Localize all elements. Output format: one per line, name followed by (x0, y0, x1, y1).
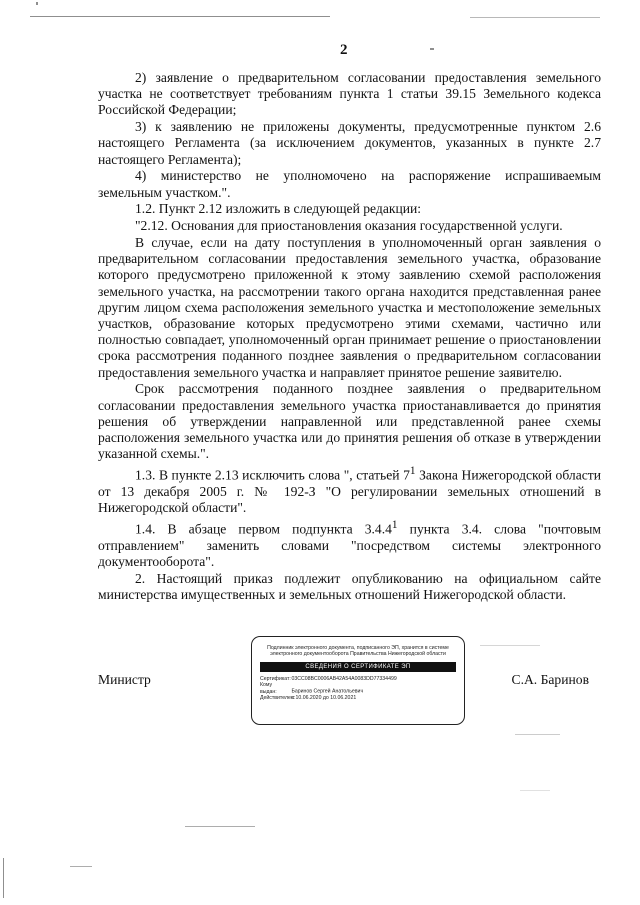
scan-noise-line (70, 866, 92, 867)
stamp-certificate-bar: СВЕДЕНИЯ О СЕРТИФИКАТЕ ЭП (260, 662, 456, 672)
signatory-name: С.А. Баринов (511, 672, 589, 687)
paragraph-item-3: 3) к заявлению не приложены документы, предусмотренные пунктом 2.6 настоящего Регламента (за исключением документов, указанных в пункте 2.7 настоящего Регламента); (98, 119, 601, 167)
paragraph-suspension-term: Срок рассмотрения поданного позднее заявления о предварительном согласовании предоставления земельного участка приостанавливается до принятия решения об утверждении направленной или представленной ранее схемы расположения земельного участка или до принятия решения об отказе в утверждении указанной схемы.". (98, 381, 601, 462)
paragraph-item-4: 4) министерство не уполномочено на распоряжение испрашиваемым земельным участком.". (98, 168, 601, 200)
stamp-header: Подлинник электронного документа, подписанного ЭП, хранится в системе электронного документооборота Правительства Нижегородской области (267, 645, 449, 658)
scan-noise-mark (36, 2, 38, 5)
paragraph-1-3: 1.3. В пункте 2.13 исключить слова ", статьей $7^1$ Закона Нижегородской области от 13 декабря 2005 г. № 192-З "О регулировании земельных отношений в Нижегородской области". (98, 465, 602, 515)
paragraph-2-publication: 2. Настоящий приказ подлежит опубликованию на официальном сайте министерства имущественных и земельных отношений Нижегородской области. (98, 570, 601, 602)
bleed-through-mark (515, 734, 560, 735)
e-signature-stamp (251, 636, 465, 725)
paragraph-item-2: 2) заявление о предварительном согласовании предоставления земельного участка не соответствует требованиям пункта 1 статьи 39.15 Земельного кодекса Российской Федерации; (98, 70, 601, 118)
page-number: 2 (340, 42, 348, 58)
document-body (98, 70, 601, 603)
stamp-row-issued-to: Кому выдан: Баринов Сергей Анатольевич (260, 682, 364, 695)
scan-noise-mark (430, 48, 434, 50)
paragraph-suspension-case: В случае, если на дату поступления в уполномоченный орган заявления о предварительном согласовании предоставления земельного участка, образование которого предусмотрено приложенной к этому заявлению схемой расположения земельного участка, на рассмотрении такого органа находится представленная ранее другим лицом схема расположения земельного участка и местоположение земельных участков, образование которых предусмотрено этими схемами, частично или полностью совпадает, уполномоченный орган принимает решение о приостановлении срока рассмотрения поданного позднее заявления о предварительном согласовании предоставления земельного участка и направляет принятое решение заявителю. (98, 235, 601, 380)
scan-noise-line (30, 16, 330, 17)
scan-noise-line (185, 826, 255, 827)
paragraph-2-12-heading: "2.12. Основания для приостановления оказания государственной услуги. (135, 218, 563, 234)
bleed-through-mark (520, 790, 550, 791)
signatory-title: Министр (98, 672, 151, 687)
stamp-row-valid: Действителен: с 10.06.2020 до 10.06.2021 (260, 695, 357, 702)
stamp-details (260, 676, 464, 702)
scan-noise-line (470, 17, 600, 18)
scan-noise-line (3, 858, 4, 898)
paragraph-1-4: 1.4. В абзаце первом подпункта 3.4.4$^1$ пункта 3.4. слова "почтовым отправлением" заменить словами "посредством системы электронного документооборота". (98, 518, 601, 569)
stamp-row-certificate: Сертификат: 03CC08BC0006AB42A54A0083DD77334499 (260, 675, 397, 682)
paragraph-1-2: 1.2. Пункт 2.12 изложить в следующей редакции: (135, 201, 422, 217)
bleed-through-mark (480, 645, 540, 646)
